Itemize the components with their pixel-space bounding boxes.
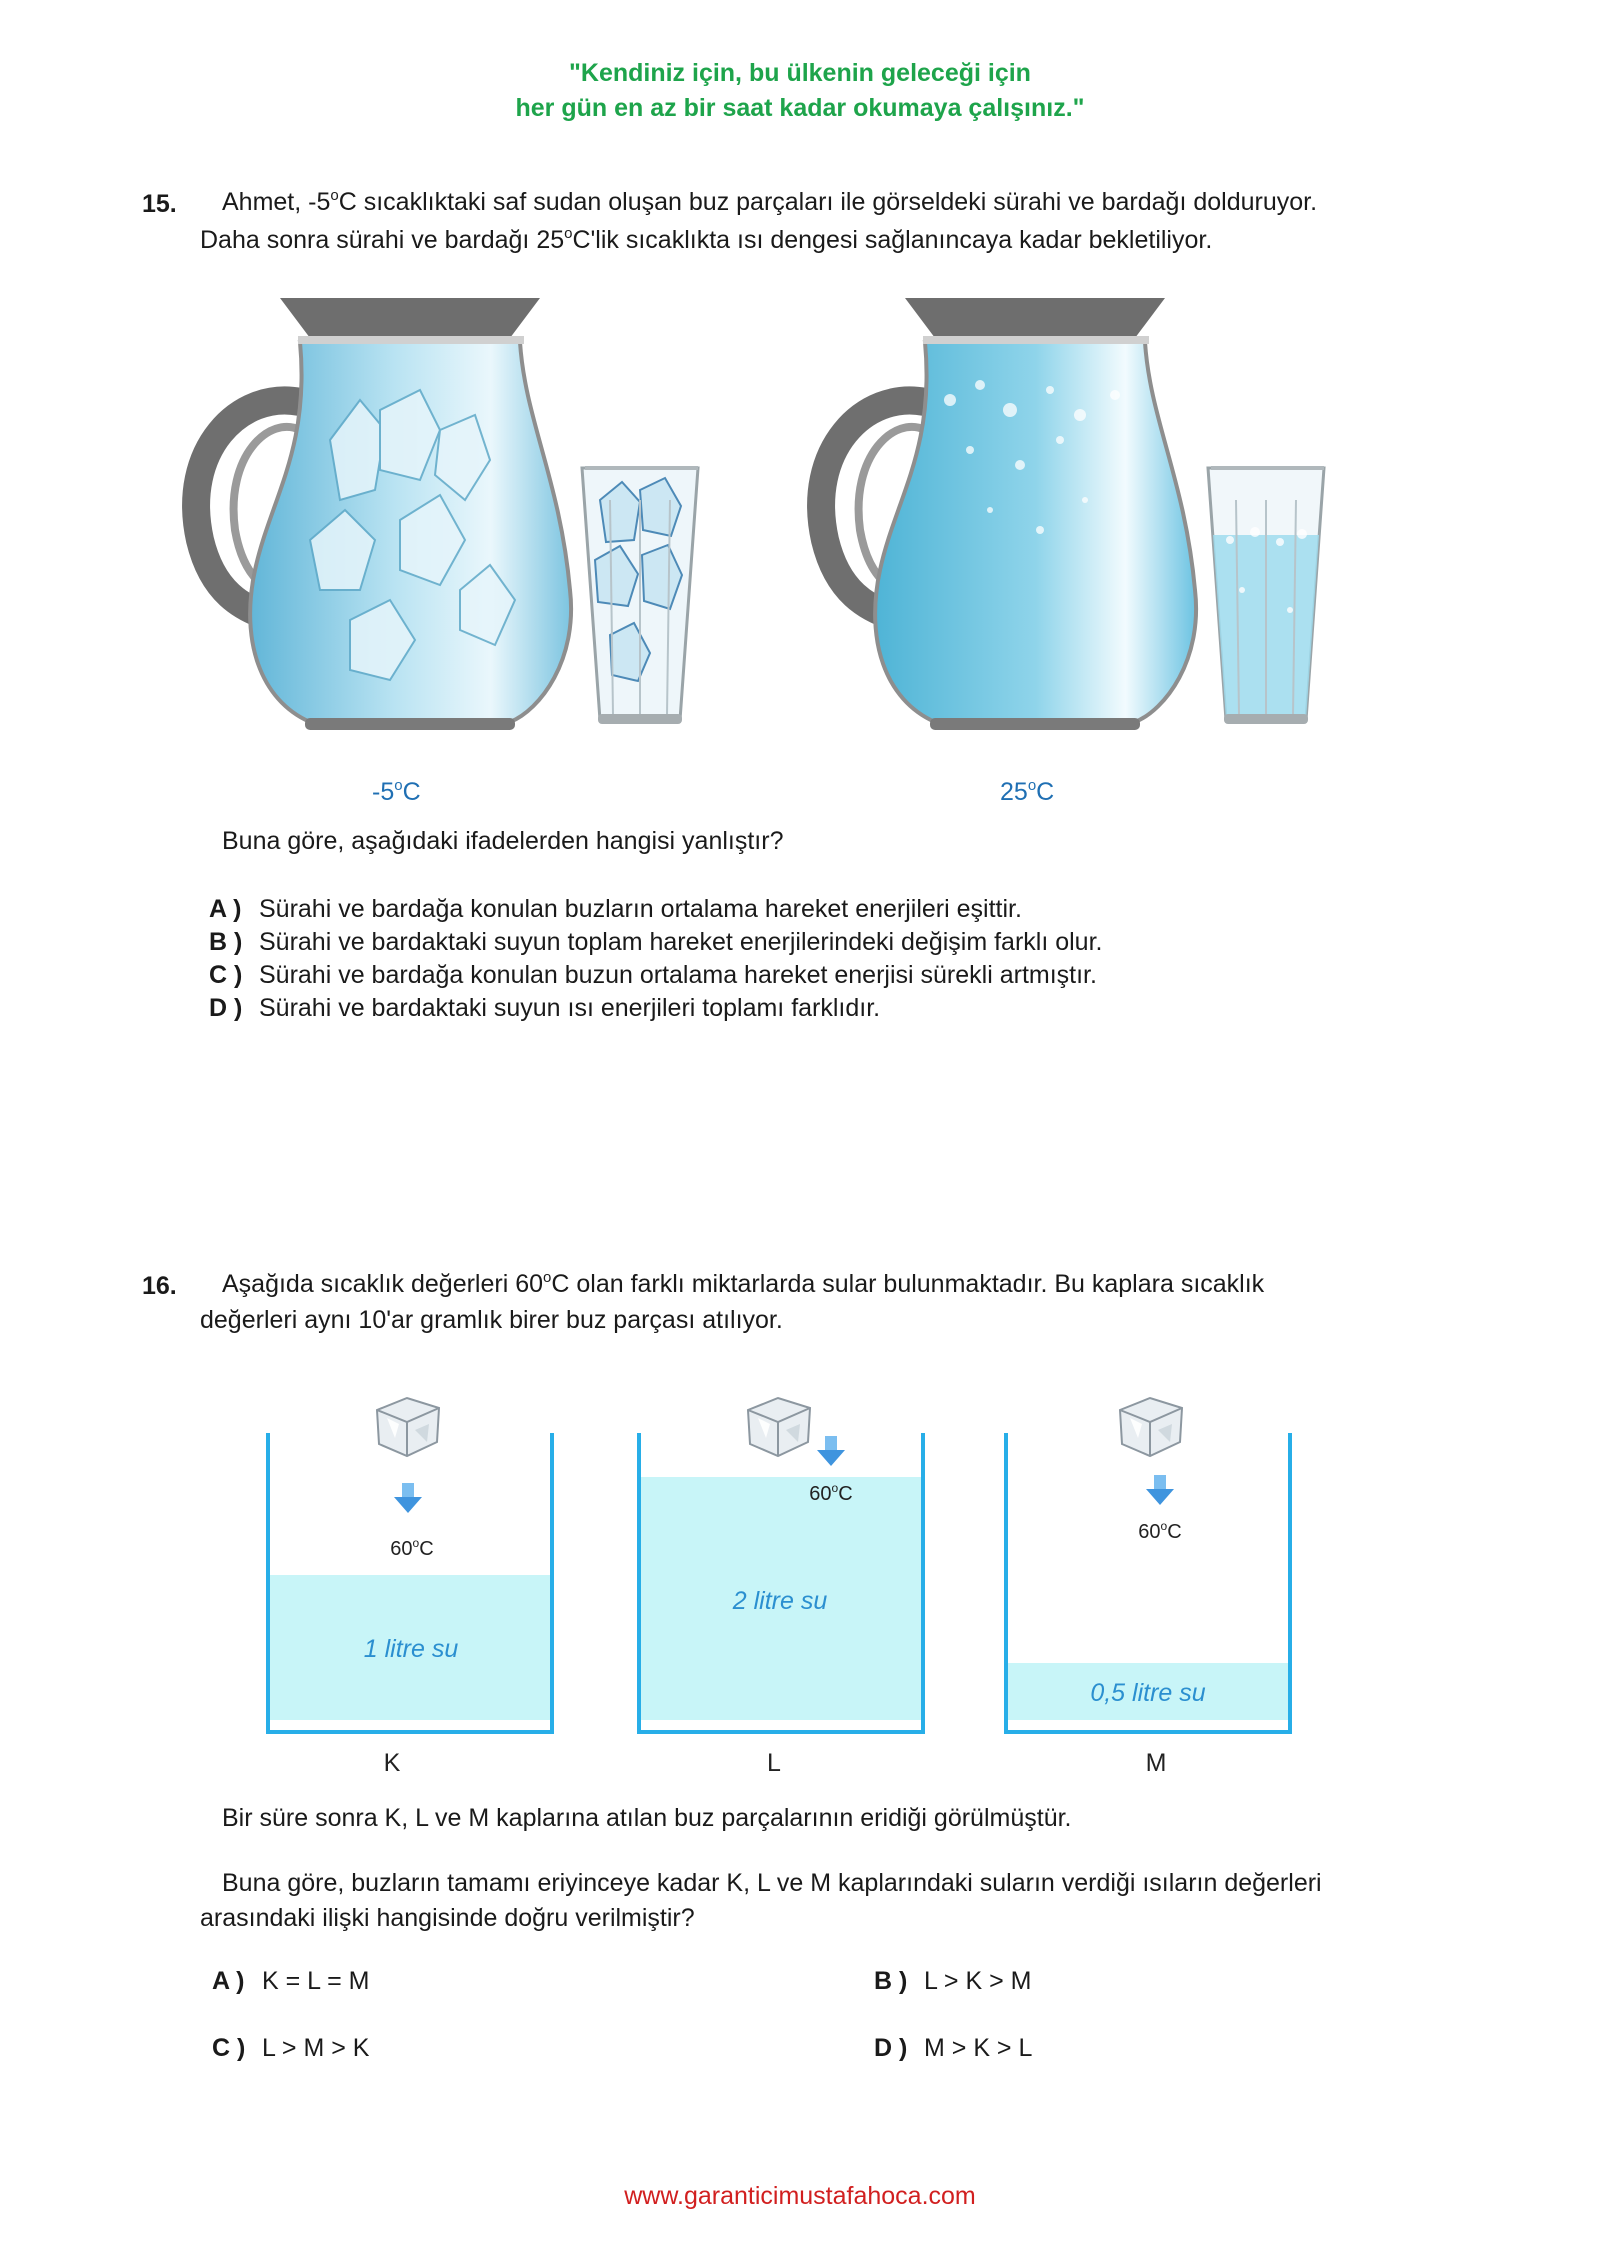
q15-option-a[interactable]: A ) Sürahi ve bardağa konulan buzların ortalama hareket enerjileri eşittir. — [209, 895, 1022, 923]
question-16-statement: Bir süre sonra K, L ve M kaplarına atılan buz parçalarının eridiği görülmüştür. — [222, 1804, 1072, 1832]
container-k — [268, 1398, 552, 1777]
container-k-temperature: 60$^o$C — [390, 1536, 434, 1560]
ice-cube-l — [748, 1398, 810, 1456]
warm-glass — [1208, 468, 1324, 724]
warm-pitcher — [821, 298, 1196, 730]
container-m-temperature: 60$^o$C — [1138, 1519, 1182, 1543]
q16-option-c[interactable]: C ) L > M > K — [212, 2034, 370, 2062]
q16-option-a[interactable]: A ) K = L = M — [212, 1967, 370, 1995]
q16-option-d[interactable]: D ) M > K > L — [874, 2034, 1033, 2062]
container-m-label: M — [1145, 1749, 1167, 1777]
container-k-water-label: 1 litre su — [363, 1635, 459, 1663]
ice-cube-m — [1120, 1398, 1182, 1456]
ice-cube-k — [377, 1398, 439, 1456]
question-16-line-2: değerleri aynı 10'ar gramlık birer buz parçası atılıyor. — [200, 1306, 783, 1334]
footer-url-link[interactable]: www.garanticimustafahoca.com — [624, 2182, 976, 2210]
question-15-line-2: Daha sonra sürahi ve bardağı 25$^o$C'lik sıcaklıkta ısı dengesi sağlanıncaya kadar bekletiliyor. — [200, 225, 1213, 254]
question-15-line-1: Ahmet, -5$^o$C sıcaklıktaki saf sudan oluşan buz parçaları ile görseldeki sürahi ve bardağı dolduruyor. — [222, 187, 1318, 216]
container-l-water-label: 2 litre su — [732, 1587, 828, 1615]
question-16-line-1: Aşağıda sıcaklık değerleri 60$^o$C olan farklı miktarlarda sular bulunmaktadır. Bu kaplara sıcaklık — [222, 1269, 1265, 1298]
containers-diagram — [250, 1390, 1300, 1790]
question-15-number: 15. — [142, 190, 177, 218]
q16-option-b[interactable]: B ) L > K > M — [874, 1967, 1032, 1995]
container-l-label: L — [767, 1749, 781, 1777]
arrow-m-icon — [1146, 1475, 1174, 1505]
q15-option-b[interactable]: B ) Sürahi ve bardaktaki suyun toplam hareket enerjilerindeki değişim farklı olur. — [209, 928, 1103, 956]
container-k-label: K — [383, 1749, 401, 1777]
pitcher-illustration — [180, 290, 1420, 760]
q15-option-c[interactable]: C ) Sürahi ve bardağa konulan buzun ortalama hareket enerjisi sürekli artmıştır. — [209, 961, 1097, 989]
motto-line-2: her gün en az bir saat kadar okumaya çalışınız." — [515, 94, 1085, 122]
cold-glass — [582, 468, 698, 724]
cold-pitcher — [196, 298, 571, 730]
question-16-prompt-line-1: Buna göre, buzların tamamı eriyinceye kadar K, L ve M kaplarındaki suların verdiği ısıların değerleri — [222, 1869, 1322, 1897]
q15-option-d[interactable]: D ) Sürahi ve bardaktaki suyun ısı enerjileri toplamı farklıdır. — [209, 994, 881, 1022]
container-m — [1006, 1398, 1290, 1777]
question-16-number: 16. — [142, 1272, 177, 1300]
temperature-label-cold: -5$^o$C — [372, 777, 421, 806]
arrow-l-icon — [817, 1436, 845, 1466]
container-l-temperature: 60$^o$C — [809, 1481, 853, 1505]
container-m-water-label: 0,5 litre su — [1090, 1679, 1206, 1707]
arrow-k-icon — [394, 1483, 422, 1513]
question-15-options — [209, 893, 1102, 1025]
temperature-label-warm: 25$^o$C — [1000, 777, 1055, 806]
container-l — [639, 1398, 923, 1777]
motto-line-1: "Kendiniz için, bu ülkenin geleceği için — [569, 59, 1031, 87]
question-16-prompt-line-2: arasındaki ilişki hangisinde doğru verilmiştir? — [200, 1904, 695, 1932]
question-15-prompt: Buna göre, aşağıdaki ifadelerden hangisi yanlıştır? — [222, 827, 784, 855]
